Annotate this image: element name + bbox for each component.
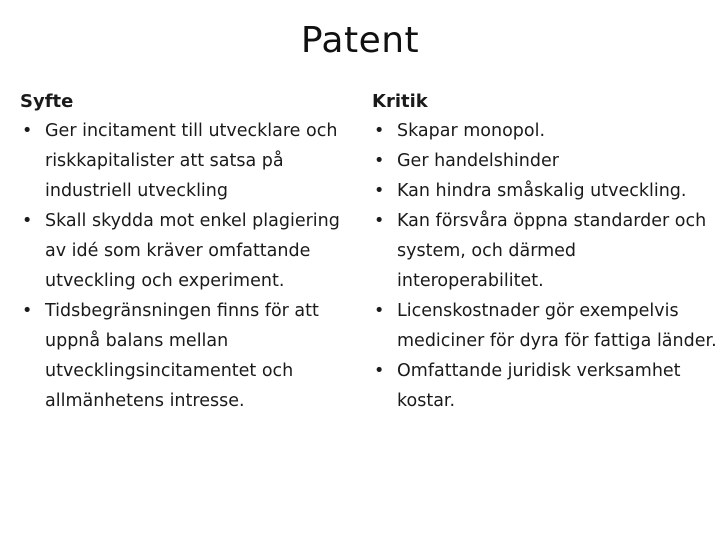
criticism-item-text: Licenskostnader gör exempelvis mediciner för dyra för fattiga länder. (397, 301, 717, 351)
criticism-heading: Kritik (372, 91, 428, 112)
criticism-item (372, 356, 717, 416)
criticism-item (372, 146, 717, 176)
purpose-list (20, 116, 360, 416)
criticism-item-text: Omfattande juridisk verksamhet kostar. (397, 361, 681, 411)
bullet-icon: • (374, 301, 385, 321)
criticism-item (372, 116, 717, 146)
purpose-column (20, 88, 360, 416)
criticism-item-text: Kan försvåra öppna standarder och system, och därmed interoperabilitet. (397, 211, 707, 291)
slide-title: Patent (300, 20, 420, 61)
criticism-item-text: Kan hindra småskalig utveckling. (397, 181, 687, 201)
purpose-item-text: Tidsbegränsningen finns för att uppnå balans mellan utvecklingsincitamentet och allmänhetens intresse. (45, 301, 319, 411)
criticism-item (372, 176, 717, 206)
criticism-item-text: Skapar monopol. (397, 121, 546, 141)
bullet-icon: • (374, 361, 385, 381)
purpose-item-text: Ger incitament till utvecklare och riskkapitalister att satsa på industriell utveckling (45, 121, 338, 201)
bullet-icon: • (374, 181, 385, 201)
bullet-icon: • (374, 121, 385, 141)
criticism-item (372, 296, 717, 356)
criticism-list (372, 116, 717, 416)
purpose-item-text: Skall skydda mot enkel plagiering av idé som kräver omfattande utveckling och experiment. (45, 211, 340, 291)
purpose-item (20, 116, 360, 206)
bullet-icon: • (374, 151, 385, 171)
criticism-item-text: Ger handelshinder (397, 151, 559, 171)
purpose-item (20, 296, 360, 416)
criticism-column (372, 88, 717, 416)
purpose-item (20, 206, 360, 296)
bullet-icon: • (374, 211, 385, 231)
bullet-icon: • (22, 121, 33, 141)
bullet-icon: • (22, 211, 33, 231)
criticism-item (372, 206, 717, 296)
bullet-icon: • (22, 301, 33, 321)
purpose-heading: Syfte (20, 91, 74, 112)
